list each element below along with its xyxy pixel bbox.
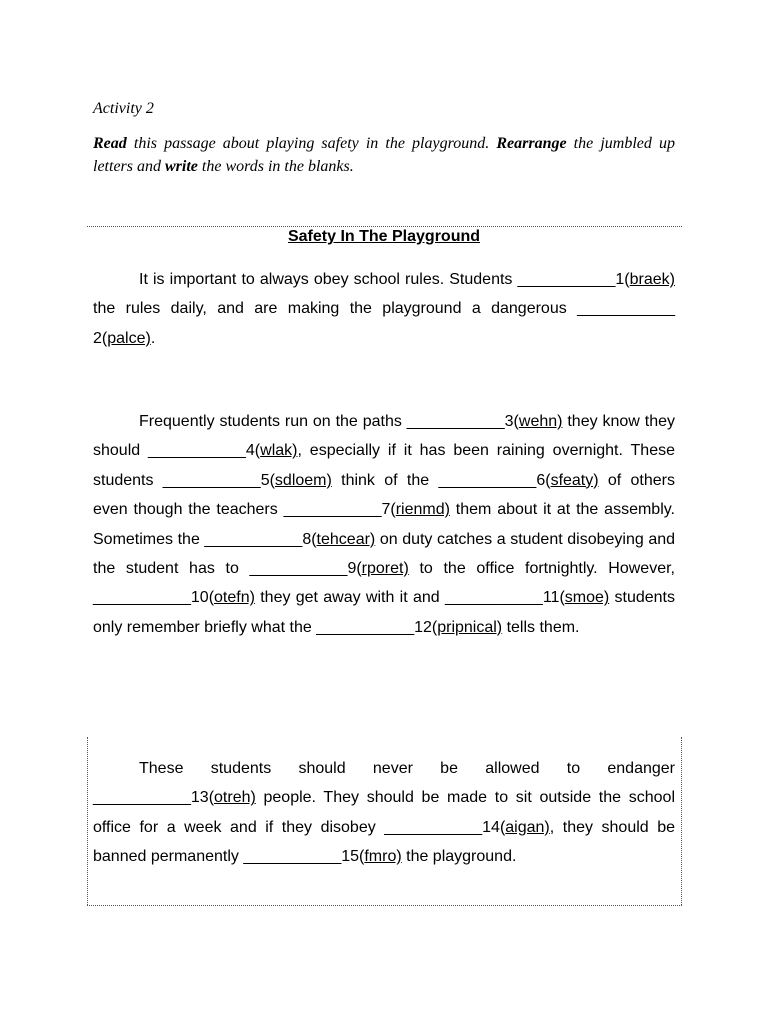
blank-2: ___________	[577, 300, 675, 318]
blank-13: ___________	[93, 789, 191, 807]
blank-number: 9(	[347, 560, 362, 578]
blank-number: 11(	[542, 589, 565, 607]
jumbled-word-5: sdloem)	[274, 471, 332, 489]
jumbled-word-2: palce)	[107, 329, 151, 347]
passage-text: the rules daily, and are making the playground a dangerous	[93, 300, 578, 318]
divider	[87, 226, 682, 227]
blank-12: ___________	[316, 618, 415, 636]
jumbled-word-7: rienmd)	[395, 501, 450, 519]
passage-text: of others even though the teachers	[93, 471, 675, 519]
passage-text: , especially if it has been raining overnight. These students	[93, 442, 675, 489]
blank-5: ___________	[162, 471, 261, 489]
blank-number: 5(	[260, 471, 275, 489]
passage-text: think of the	[331, 471, 439, 489]
blank-1: ___________	[517, 271, 616, 288]
instructions	[93, 132, 675, 178]
paragraph-1	[93, 265, 675, 353]
jumbled-word-15: fmro)	[364, 848, 402, 866]
passage-text: .	[150, 329, 156, 347]
passage-text: to the office fortnightly. However,	[408, 560, 675, 578]
blank-number: 1(	[615, 271, 630, 288]
blank-number: 8(	[302, 530, 317, 548]
blank-15: ___________	[243, 848, 342, 866]
blank-10: ___________	[93, 589, 191, 607]
blank-number: 3(	[504, 413, 519, 430]
passage-text: It is important to always obey school rules. Students	[139, 271, 518, 288]
instruction-text: this passage about playing safety in the playground.	[126, 135, 497, 152]
blank-8: ___________	[204, 530, 303, 548]
jumbled-word-14: aigan)	[505, 818, 550, 836]
blank-number: 6(	[536, 471, 551, 489]
instruction-text: the words in the blanks.	[197, 158, 354, 175]
jumbled-word-11: smoe)	[564, 589, 610, 607]
jumbled-word-9: rporet)	[361, 560, 409, 578]
instruction-write: write	[165, 158, 198, 175]
jumbled-word-3: wehn)	[518, 413, 563, 430]
passage-text: tells them.	[502, 618, 580, 636]
blank-number: 15(	[341, 848, 365, 866]
blank-number: 7(	[381, 501, 396, 519]
jumbled-word-4: wlak)	[260, 442, 298, 460]
jumbled-word-8: tehcear)	[316, 530, 376, 548]
passage-text: the playground.	[401, 848, 517, 866]
passage-text: they get away with it and	[254, 589, 445, 607]
passage-title: Safety In The Playground	[287, 228, 481, 245]
paragraph-2	[93, 407, 675, 642]
blank-7: ___________	[283, 501, 382, 519]
jumbled-word-12: pripnical)	[437, 618, 503, 636]
blank-number: 2(	[93, 329, 108, 347]
jumbled-word-6: sfeaty)	[550, 471, 599, 489]
jumbled-word-1: braek)	[629, 271, 675, 288]
blank-number: 4(	[245, 442, 261, 460]
instruction-read: Read	[93, 135, 127, 152]
jumbled-word-10: otefn)	[214, 589, 255, 607]
passage-text: people. They should be made to sit outside the school office for a week and if they disobey	[93, 789, 675, 836]
blank-4: ___________	[148, 442, 246, 460]
activity-title: Activity 2	[93, 100, 154, 117]
passage-text: These students should never be allowed to endanger	[139, 760, 675, 777]
passage-text: they know they should	[93, 413, 675, 460]
instruction-rearrange: Rearrange	[496, 135, 567, 152]
box-border-bottom	[87, 905, 682, 906]
blank-number: 13(	[190, 789, 215, 807]
passage-text: , they should be banned permanently	[93, 818, 676, 866]
passage-text: them about it at the assembly. Sometimes the	[93, 501, 675, 548]
passage-text: on duty catches a student disobeying and the student has to	[93, 530, 676, 578]
paragraph-3	[93, 754, 675, 872]
blank-3: ___________	[406, 413, 505, 430]
blank-number: 10(	[190, 589, 215, 607]
blank-11: ___________	[444, 589, 543, 607]
box-border-left	[87, 737, 88, 905]
blank-6: ___________	[438, 471, 537, 489]
instruction-text: the jumbled up letters and	[93, 135, 675, 175]
jumbled-word-13: otreh)	[214, 789, 256, 807]
blank-9: ___________	[249, 560, 348, 578]
passage-text: students only remember briefly what the	[93, 589, 675, 636]
blank-14: ___________	[384, 818, 483, 836]
blank-number: 14(	[482, 818, 506, 836]
blank-number: 12(	[414, 618, 438, 636]
passage-text: Frequently students run on the paths	[139, 413, 407, 430]
box-border-right	[681, 737, 682, 905]
